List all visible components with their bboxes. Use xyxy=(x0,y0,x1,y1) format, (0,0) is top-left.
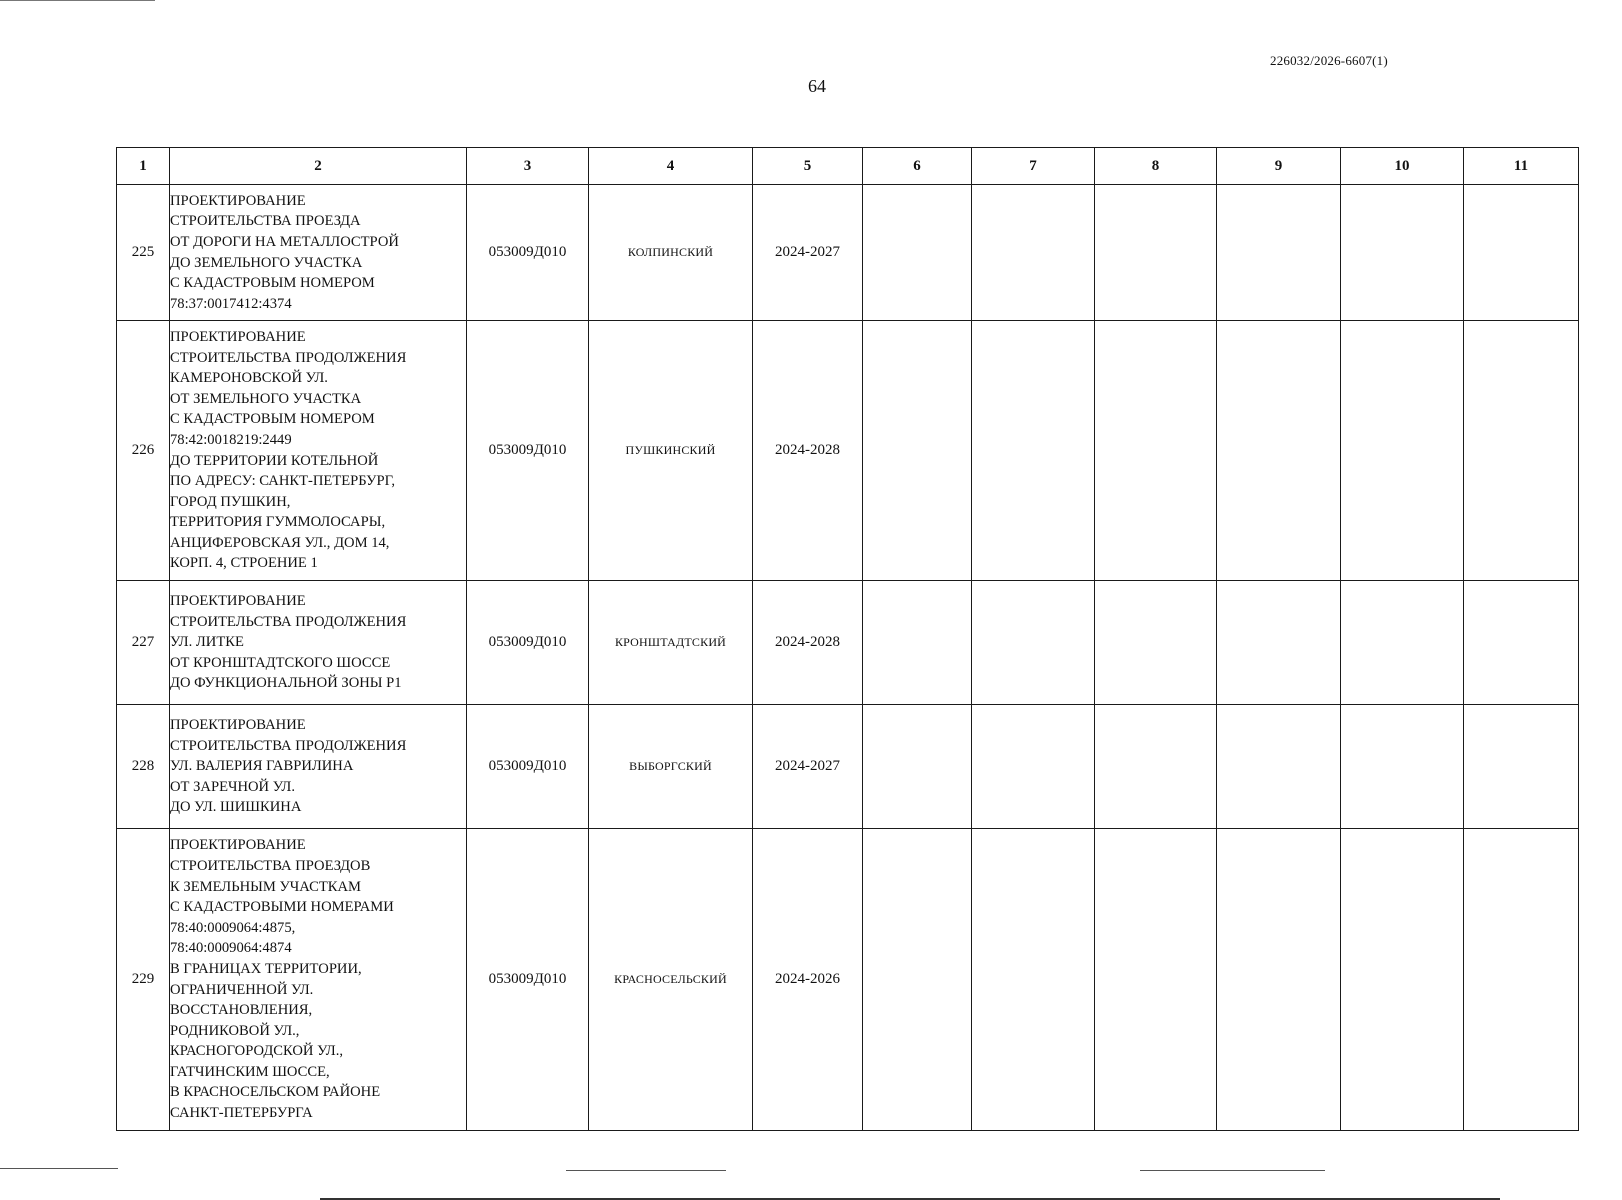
district-name: ПУШКИНСКИЙ xyxy=(589,321,753,581)
project-title-line: УЛ. ЛИТКЕ xyxy=(170,634,244,651)
scan-bottom-line xyxy=(566,1170,726,1171)
empty-cell-col-7 xyxy=(972,829,1095,1131)
district-name: ВЫБОРГСКИЙ xyxy=(589,705,753,829)
column-header: 9 xyxy=(1217,148,1341,185)
scan-bottom-line xyxy=(0,1168,118,1169)
project-title-line: АНЦИФЕРОВСКАЯ УЛ., ДОМ 14, xyxy=(170,534,390,551)
project-title-line: ВОССТАНОВЛЕНИЯ, xyxy=(170,1002,313,1019)
empty-cell-col-9 xyxy=(1217,705,1341,829)
empty-cell-col-10 xyxy=(1341,185,1464,321)
empty-cell-col-8 xyxy=(1095,829,1217,1131)
project-title-line: 78:42:0018219:2449 xyxy=(170,431,292,448)
empty-cell-col-10 xyxy=(1341,705,1464,829)
project-title-line: ПО АДРЕСУ: САНКТ-ПЕТЕРБУРГ, xyxy=(170,473,396,490)
project-title-line: САНКТ-ПЕТЕРБУРГА xyxy=(170,1105,313,1122)
project-title-line: 78:37:0017412:4374 xyxy=(170,295,292,312)
empty-cell-col-10 xyxy=(1341,829,1464,1131)
budget-code: 053009Д010 xyxy=(467,705,589,829)
empty-cell-col-6 xyxy=(863,185,972,321)
project-title-line: СТРОИТЕЛЬСТВА ПРОЕЗДА xyxy=(170,213,361,230)
column-header: 1 xyxy=(117,148,170,185)
empty-cell-col-8 xyxy=(1095,185,1217,321)
table-row xyxy=(117,705,1579,829)
district-name: КРОНШТАДТСКИЙ xyxy=(589,581,753,705)
budget-code: 053009Д010 xyxy=(467,581,589,705)
column-header: 3 xyxy=(467,148,589,185)
empty-cell-col-9 xyxy=(1217,581,1341,705)
table-row xyxy=(117,829,1579,1131)
empty-cell-col-11 xyxy=(1464,185,1579,321)
header-row xyxy=(117,148,1579,185)
project-title-line: С КАДАСТРОВЫМИ НОМЕРАМИ xyxy=(170,899,394,916)
empty-cell-col-10 xyxy=(1341,581,1464,705)
project-title xyxy=(170,705,467,829)
column-header: 5 xyxy=(753,148,863,185)
column-header: 8 xyxy=(1095,148,1217,185)
project-title-line: ТЕРРИТОРИЯ ГУММОЛОСАРЫ, xyxy=(170,514,386,531)
page-number: 64 xyxy=(808,76,826,96)
empty-cell-col-8 xyxy=(1095,321,1217,581)
empty-cell-col-9 xyxy=(1217,321,1341,581)
period-years: 2024-2028 xyxy=(753,321,863,581)
project-title-line: 78:40:0009064:4875, xyxy=(170,919,296,936)
empty-cell-col-11 xyxy=(1464,581,1579,705)
period-years: 2024-2027 xyxy=(753,185,863,321)
row-number: 226 xyxy=(117,321,170,581)
empty-cell-col-9 xyxy=(1217,829,1341,1131)
empty-cell-col-9 xyxy=(1217,185,1341,321)
table-row xyxy=(117,321,1579,581)
row-number: 229 xyxy=(117,829,170,1131)
budget-code: 053009Д010 xyxy=(467,321,589,581)
table-row xyxy=(117,185,1579,321)
empty-cell-col-7 xyxy=(972,581,1095,705)
project-title-line: 78:40:0009064:4874 xyxy=(170,940,292,957)
projects-table xyxy=(116,147,1579,1131)
project-title-line: ОТ ЗЕМЕЛЬНОГО УЧАСТКА xyxy=(170,390,362,407)
table-body xyxy=(117,185,1579,1131)
empty-cell-col-8 xyxy=(1095,581,1217,705)
budget-code: 053009Д010 xyxy=(467,829,589,1131)
project-title-line: ПРОЕКТИРОВАНИЕ xyxy=(170,192,306,209)
project-title-line: УЛ. ВАЛЕРИЯ ГАВРИЛИНА xyxy=(170,758,354,775)
row-number: 228 xyxy=(117,705,170,829)
project-title-line: ДО УЛ. ШИШКИНА xyxy=(170,799,302,816)
project-title-line: РОДНИКОВОЙ УЛ., xyxy=(170,1022,300,1039)
district-name: КОЛПИНСКИЙ xyxy=(589,185,753,321)
column-header: 2 xyxy=(170,148,467,185)
project-title-line: К ЗЕМЕЛЬНЫМ УЧАСТКАМ xyxy=(170,878,362,895)
project-title-line: КРАСНОГОРОДСКОЙ УЛ., xyxy=(170,1043,343,1060)
document-number: 226032/2026-6607(1) xyxy=(1270,53,1388,68)
project-title-line: ДО ЗЕМЕЛЬНОГО УЧАСТКА xyxy=(170,254,363,271)
project-title xyxy=(170,829,467,1131)
project-title xyxy=(170,581,467,705)
project-title-line: ОТ КРОНШТАДТСКОГО ШОССЕ xyxy=(170,654,391,671)
project-title-line: ДО ТЕРРИТОРИИ КОТЕЛЬНОЙ xyxy=(170,452,379,469)
empty-cell-col-10 xyxy=(1341,321,1464,581)
period-years: 2024-2027 xyxy=(753,705,863,829)
empty-cell-col-11 xyxy=(1464,321,1579,581)
budget-code: 053009Д010 xyxy=(467,185,589,321)
project-title-line: СТРОИТЕЛЬСТВА ПРОЕЗДОВ xyxy=(170,857,371,874)
empty-cell-col-6 xyxy=(863,705,972,829)
project-title-line: ОТ ДОРОГИ НА МЕТАЛЛОСТРОЙ xyxy=(170,233,399,250)
empty-cell-col-11 xyxy=(1464,829,1579,1131)
empty-cell-col-6 xyxy=(863,581,972,705)
project-title-line: КАМЕРОНОВСКОЙ УЛ. xyxy=(170,370,328,387)
column-header: 7 xyxy=(972,148,1095,185)
project-title-line: СТРОИТЕЛЬСТВА ПРОДОЛЖЕНИЯ xyxy=(170,737,407,754)
empty-cell-col-6 xyxy=(863,321,972,581)
column-header: 4 xyxy=(589,148,753,185)
empty-cell-col-7 xyxy=(972,185,1095,321)
table-row xyxy=(117,581,1579,705)
scan-bottom-line xyxy=(1140,1170,1325,1171)
column-header: 6 xyxy=(863,148,972,185)
project-title-line: ПРОЕКТИРОВАНИЕ xyxy=(170,837,306,854)
column-header: 10 xyxy=(1341,148,1464,185)
project-title xyxy=(170,185,467,321)
project-title-line: ГОРОД ПУШКИН, xyxy=(170,493,291,510)
project-title-line: ГАТЧИНСКИМ ШОССЕ, xyxy=(170,1063,330,1080)
project-title-line: С КАДАСТРОВЫМ НОМЕРОМ xyxy=(170,411,375,428)
row-number: 227 xyxy=(117,581,170,705)
district-name: КРАСНОСЕЛЬСКИЙ xyxy=(589,829,753,1131)
column-header: 11 xyxy=(1464,148,1579,185)
project-title-line: В КРАСНОСЕЛЬСКОМ РАЙОНЕ xyxy=(170,1084,381,1101)
project-title-line: ОТ ЗАРЕЧНОЙ УЛ. xyxy=(170,778,295,795)
empty-cell-col-11 xyxy=(1464,705,1579,829)
empty-cell-col-7 xyxy=(972,705,1095,829)
project-title-line: КОРП. 4, СТРОЕНИЕ 1 xyxy=(170,555,318,572)
project-title xyxy=(170,321,467,581)
project-title-line: СТРОИТЕЛЬСТВА ПРОДОЛЖЕНИЯ xyxy=(170,613,407,630)
project-title-line: ПРОЕКТИРОВАНИЕ xyxy=(170,717,306,734)
period-years: 2024-2028 xyxy=(753,581,863,705)
scan-edge-mark xyxy=(0,0,155,1)
empty-cell-col-6 xyxy=(863,829,972,1131)
project-title-line: В ГРАНИЦАХ ТЕРРИТОРИИ, xyxy=(170,960,362,977)
empty-cell-col-8 xyxy=(1095,705,1217,829)
row-number: 225 xyxy=(117,185,170,321)
project-title-line: СТРОИТЕЛЬСТВА ПРОДОЛЖЕНИЯ xyxy=(170,349,407,366)
period-years: 2024-2026 xyxy=(753,829,863,1131)
empty-cell-col-7 xyxy=(972,321,1095,581)
project-title-line: ДО ФУНКЦИОНАЛЬНОЙ ЗОНЫ Р1 xyxy=(170,675,402,692)
project-title-line: С КАДАСТРОВЫМ НОМЕРОМ xyxy=(170,275,375,292)
project-title-line: ОГРАНИЧЕННОЙ УЛ. xyxy=(170,981,314,998)
project-title-line: ПРОЕКТИРОВАНИЕ xyxy=(170,328,306,345)
project-title-line: ПРОЕКТИРОВАНИЕ xyxy=(170,593,306,610)
